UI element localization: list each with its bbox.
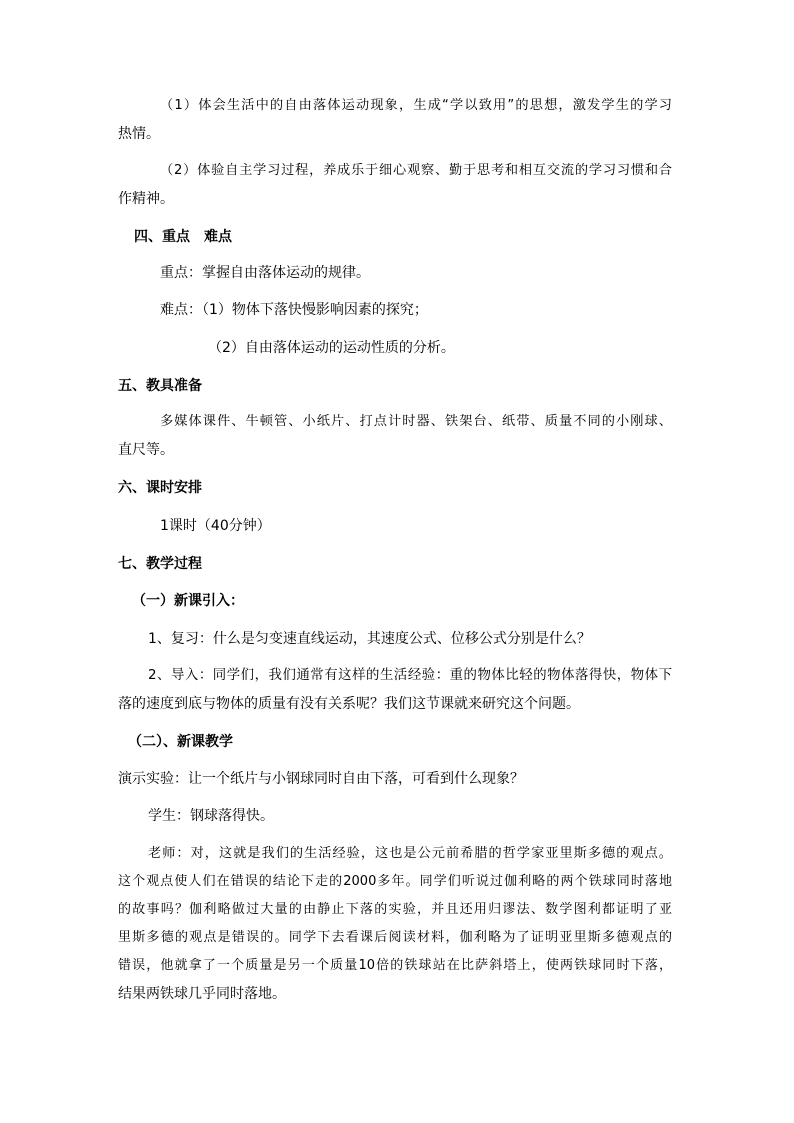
teacher-line-2: 这个观点使人们在错误的结论下走的2000多年。同学们听说过伽利略的两个铁球同时落地 [118, 874, 672, 889]
goal-2-line-1: （2）体验自主学习过程，养成乐于细心观察、勤于思考和相互交流的学习习惯和合 [160, 163, 672, 178]
teacher-line-3: 的故事吗？伽利略做过大量的由静止下落的实验，并且还用归谬法、数学图利都证明了亚 [118, 902, 672, 917]
equipment-line-2: 直尺等。 [118, 442, 174, 458]
review-question: 1、复习：什么是匀变速直线运动，其速度公式、位移公式分别是什么？ [148, 631, 591, 647]
goal-2-line-2: 作精神。 [118, 191, 174, 207]
subsection-1-heading: （一）新课引入： [132, 593, 244, 609]
teacher-line-1: 老师：对，这就是我们的生活经验，这也是公元前希腊的哲学家亚里斯多德的观点。 [148, 846, 672, 861]
student-answer: 学生：钢球落得快。 [148, 808, 274, 824]
key-point: 重点：掌握自由落体运动的规律。 [160, 265, 370, 281]
section-5-heading: 五、教具准备 [118, 378, 202, 394]
intro-line-2: 落的速度到底与物体的质量有没有关系呢？我们这节课就来研究这个问题。 [118, 696, 580, 712]
teacher-line-5: 错误，他就拿了一个质量是另一个质量10倍的铁球站在比萨斜塔上，使两铁球同时下落， [118, 958, 672, 973]
schedule-text: 1课时（40分钟） [160, 518, 271, 534]
difficulty-2: （2）自由落体运动的运动性质的分析。 [208, 340, 455, 356]
section-7-heading: 七、教学过程 [118, 556, 202, 572]
goal-1-line-2: 热情。 [118, 126, 160, 142]
section-6-heading: 六、课时安排 [118, 480, 202, 496]
goal-1-line-1: （1）体会生活中的自由落体运动现象，生成“学以致用”的思想，激发学生的学习 [160, 98, 672, 113]
difficulty-1: 难点：（1）物体下落快慢影响因素的探究； [160, 302, 428, 318]
teacher-line-4: 里斯多德的观点是错误的。同学下去看课后阅读材料，伽利略为了证明亚里斯多德观点的 [118, 930, 672, 945]
subsection-2-heading: （二）、新课教学 [128, 734, 233, 750]
equipment-line-1: 多媒体课件、牛顿管、小纸片、打点计时器、铁架台、纸带、质量不同的小刚球、 [160, 414, 672, 429]
section-4-heading: 四、重点 难点 [134, 229, 232, 245]
demo-experiment: 演示实验：让一个纸片与小钢球同时自由下落，可看到什么现象？ [118, 771, 524, 787]
intro-line-1: 2、导入：同学们，我们通常有这样的生活经验：重的物体比轻的物体落得快，物体下 [148, 668, 672, 683]
teacher-line-6: 结果两铁球几乎同时落地。 [118, 986, 286, 1002]
